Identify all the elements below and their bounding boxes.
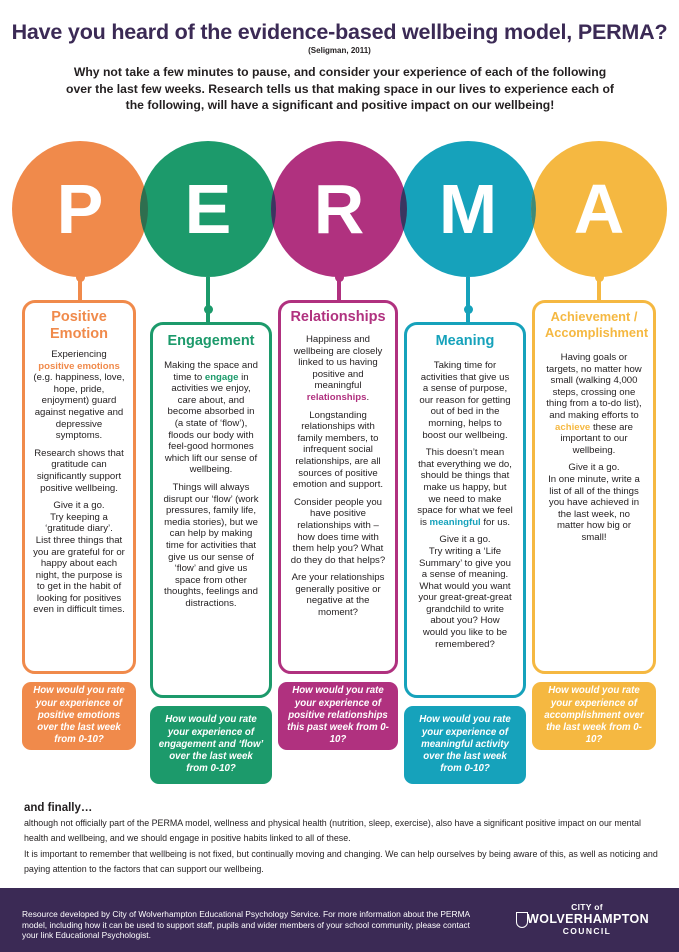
- card-text: Things will always disrupt our ‘flow’ (work pressures, family life, media stories), but we can help by making time for activities that give us our sense of ‘flow’ and give us space from other thoughts, feelings and distractions.: [163, 481, 259, 609]
- letter-p: P: [56, 170, 104, 248]
- dot-p: [76, 273, 85, 282]
- card-text: Happiness and wellbeing are closely linked to us having positive and meaningful relationships.: [293, 334, 383, 403]
- card-text: Taking time for activities that give us a sense of purpose, our reason for getting out of bed in the morning, helps to boost our wellbeing.: [419, 360, 511, 441]
- card-text: Give it a go.: [439, 534, 491, 546]
- card-text: In one minute, write a list of all of the things you have achieved in the last week, no matter how big or small!: [548, 473, 640, 543]
- dot-r: [335, 273, 344, 282]
- dot-a: [595, 273, 604, 282]
- card-text: Give it a go.: [568, 462, 620, 474]
- card-relationships: [278, 300, 398, 674]
- card-text: Having goals or targets, no matter how small (walking 4,000 steps, crossing one thing from a to-do list), and making efforts to achieve these are important to our wellbeing.: [546, 352, 642, 456]
- card-title: Positive Emotion: [50, 309, 108, 342]
- overlap-er: [140, 141, 276, 277]
- card-text: Consider people you have positive relationships with – how does time with them help you? What do they do that helps?: [290, 496, 386, 566]
- card-positive-emotion: [22, 300, 136, 674]
- overlap-rm: [400, 141, 536, 277]
- circle-overlaps: [0, 0, 679, 300]
- stem-m: [466, 277, 470, 323]
- stem-e: [206, 277, 210, 323]
- dot-m: [464, 305, 473, 314]
- card-title: Engagement: [167, 333, 255, 349]
- overlap-ma: [400, 141, 536, 277]
- card-text: Research shows that gratitude can significantly support positive wellbeing.: [34, 447, 124, 494]
- card-title: Achievement / Accomplishment: [545, 309, 649, 340]
- council-logo: [527, 902, 650, 946]
- card-text: Are your relationships generally positive or negative at the moment?: [291, 572, 385, 619]
- card-meaning: [404, 322, 526, 698]
- question-positive-emotion: How would you rate your experience of positive emotions over the last week from 0-10?: [22, 682, 136, 750]
- card-text: This doesn’t mean that everything we do, should be things that make us happy, but we need to make space for what we feel is meaningful for us.: [417, 447, 513, 528]
- card-text: Making the space and time to engage in activities we enjoy, care about, and become absorbed in (a state of ‘flow’), floods our body with feel-good hormones which lift our sense of wellbeing.: [164, 360, 258, 476]
- logo-line-2: WOLVERHAMPTON: [527, 912, 650, 926]
- logo-line-1: CITY of: [571, 902, 603, 912]
- question-achievement: How would you rate your experience of accomplishment over the last week from 0-10?: [532, 682, 656, 750]
- card-title: Meaning: [435, 333, 495, 349]
- card-achievement: [532, 300, 656, 674]
- question-relationships: How would you rate your experience of positive relationships this past week from 0-10?: [278, 682, 398, 750]
- card-text: Longstanding relationships with family members, to infrequent social relationships, are all sources of positive emotion and support.: [292, 409, 384, 491]
- card-text: Give it a go. Try keeping a ‘gratitude diary’.: [45, 500, 113, 535]
- card-text: Try writing a ‘Life Summary’ to give you a sense of meaning. What would you want your great-great-great grandchild to write about you? How would you like to be remembered?: [418, 545, 512, 650]
- overlap-pe: [140, 141, 276, 277]
- letter-m: M: [438, 170, 498, 248]
- letter-e: E: [184, 170, 232, 248]
- dot-e: [204, 305, 213, 314]
- page-title: Have you heard of the evidence-based wellbeing model, PERMA?: [11, 20, 668, 44]
- finally-heading: and finally…: [24, 802, 93, 814]
- card-text: List three things that you are grateful for or happy about each night, the purpose is to get in the habit of looking for positives even in difficult times.: [33, 534, 125, 616]
- card-engagement: [150, 322, 272, 698]
- citation: (Seligman, 2011): [308, 46, 371, 55]
- card-title: Relationships: [290, 309, 386, 325]
- intro-text: Why not take a few minutes to pause, and consider your experience of each of the following over the last few weeks. Research tells us that making space in our lives to experience each of the following, will have a significant and positive impact on our wellbeing!: [66, 65, 614, 112]
- card-text: Experiencing positive emotions (e.g. happiness, love, hope, pride, enjoyment) guard against negative and depressive symptoms.: [33, 349, 125, 442]
- footer: [0, 888, 679, 952]
- letter-r: R: [313, 170, 365, 248]
- logo-line-3: COUNCIL: [562, 926, 612, 936]
- question-meaning: How would you rate your experience of meaningful activity over the last week from 0-10?: [404, 706, 526, 784]
- finally-paragraph-2: It is important to remember that wellbeing is not fixed, but continually moving and changing. We can help ourselves by being aware of this, as well as noticing and paying attention to the factors that can support our wellbeing.: [24, 849, 658, 874]
- question-engagement: How would you rate your experience of engagement and ‘flow’ over the last week from 0-10?: [150, 706, 272, 784]
- finally-paragraph-1: although not officially part of the PERMA model, wellness and physical health (nutrition, sleep, exercise), also have a significant positive impact on our mental health and wellbeing, and we should engage in positive habits linked to all of these.: [24, 818, 641, 843]
- letter-a: A: [573, 170, 625, 248]
- footer-text: Resource developed by City of Wolverhampton Educational Psychology Service. For more information about the PERMA model, including how it can be used to support staff, pupils and wider members of your school community, please contact your link Educational Psychologist.: [22, 909, 470, 940]
